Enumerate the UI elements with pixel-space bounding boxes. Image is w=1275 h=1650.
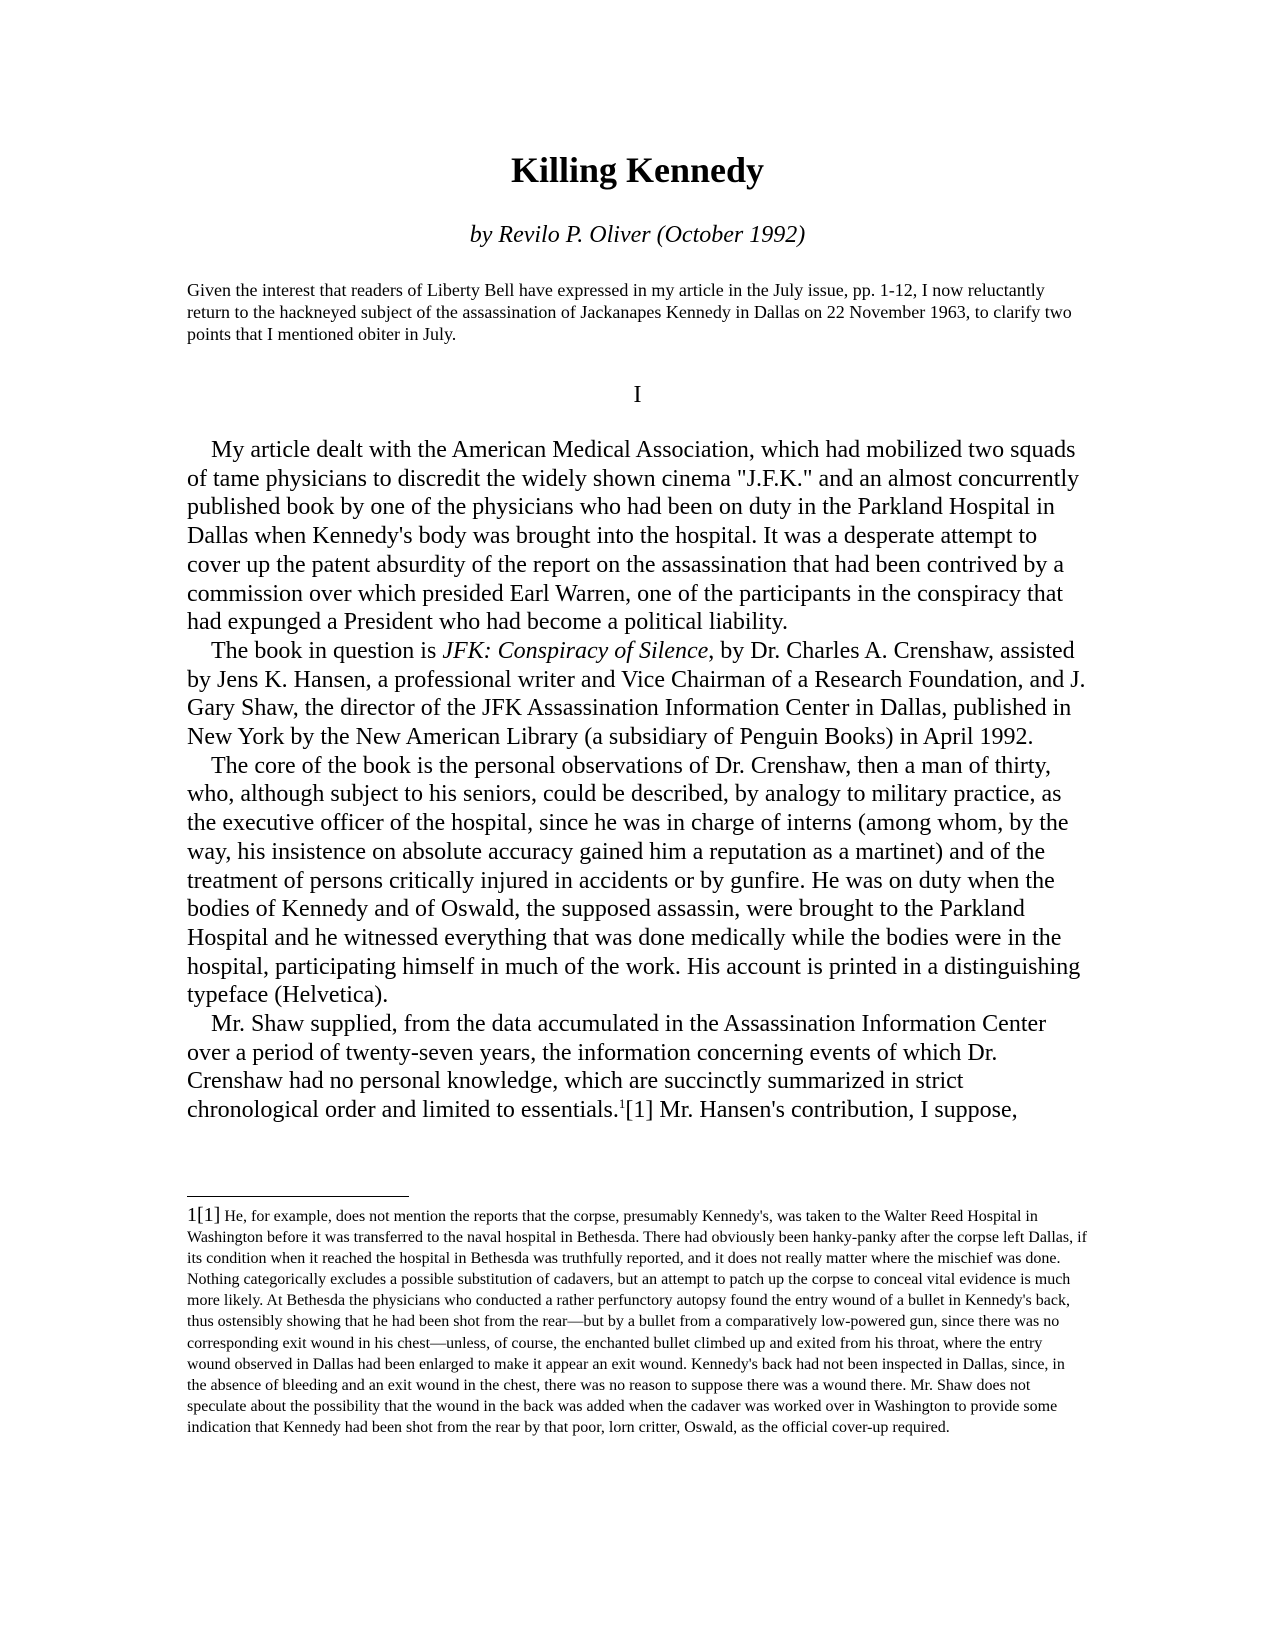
page-title: Killing Kennedy	[510, 150, 765, 190]
paragraph-2	[187, 637, 1087, 752]
paragraph-4	[187, 1010, 1087, 1125]
byline: by Revilo P. Oliver (October 1992)	[469, 222, 806, 248]
body-text	[187, 436, 1087, 1125]
section-number: I	[633, 382, 642, 408]
footnote	[187, 1205, 1087, 1438]
paragraph-1: My article dealt with the American Medical Association, which had mobilized two squads of tame physicians to discredit the widely shown cinema "J.F.K." and an almost concurrently published book by one of the physicians who had been on duty in the Parkland Hospital in Dallas when Kennedy's body was brought into the hospital. It was a desperate attempt to cover up the patent absurdity of the report on the assassination that had been contrived by a commission over which presided Earl Warren, one of the participants in the conspiracy that had expunged a President who had become a political liability.	[187, 437, 1080, 636]
paragraph-4-lead: Mr. Shaw supplied, from the data accumulated in the Assassination Information Center over a period of twenty-seven years, the information concerning events of which Dr. Crenshaw had no personal knowledge, which are succinctly summarized in strict chronological order and limited to essentials.	[187, 1011, 1047, 1124]
paragraph-4-rest: [1] Mr. Hansen's contribution, I suppose,	[625, 1097, 1018, 1124]
footnote-reference[interactable]: 1	[618, 1096, 626, 1112]
paragraph-3: The core of the book is the personal observations of Dr. Crenshaw, then a man of thirty, who, although subject to his seniors, could be described, by analogy to military practice, as the executive officer of the hospital, since he was in charge of interns (among whom, by the way, his insistence on absolute accuracy gained him a reputation as a martinet) and of the treatment of persons critically injured in accidents or by gunfire. He was on duty when the bodies of Kennedy and of Oswald, the supposed assassin, were brought to the Parkland Hospital and he witnessed everything that was done medically while the bodies were in the hospital, participating himself in much of the work. His account is printed in a distinguishing typeface (Helvetica).	[187, 752, 1081, 1009]
intro-paragraph: Given the interest that readers of Liberty Bell have expressed in my article in the July issue, pp. 1-12, I now reluctantly return to the hackneyed subject of the assassination of Jackanapes Kennedy in Dallas on 22 November 1963, to clarify two points that I mentioned obiter in July.	[187, 280, 1072, 344]
paragraph-2-lead: The book in question is	[211, 637, 443, 664]
paragraph-2-rest: , by Dr. Charles A. Crenshaw, assisted by Jens K. Hansen, a professional writer and Vice Chairman of a Research Foundation, and J. Gary Shaw, the director of the JFK Assassination Information Center in Dallas, published in New York by the New American Library (a subsidiary of Penguin Books) in April 1992.	[187, 637, 1086, 751]
footnote-text: He, for example, does not mention the reports that the corpse, presumably Kennedy's, was taken to the Walter Reed Hospital in Washington before it was transferred to the naval hospital in Bethesda. There had obviously been hanky-panky after the corpse left Dallas, if its condition when it reached the hospital in Bethesda was truthfully reported, and it does not really matter where the mischief was done. Nothing categorically excludes a possible substitution of cadavers, but an attempt to patch up the corpse to conceal vital evidence is much more likely. At Bethesda the physicians who conducted a rather perfunctory autopsy found the entry wound of a bullet in Kennedy's back, thus ostensibly showing that he had been shot from the rear—but by a bullet from a comparatively low-powered gun, since there was no corresponding exit wound in his chest—unless, of course, the enchanted bullet climbed up and exited from his throat, where the entry wound observed in Dallas had been enlarged to make it appear an exit wound. Kennedy's back had not been inspected in Dallas, since, in the absence of bleeding and an exit wound in the chest, there was no reason to suppose there was a wound there. Mr. Shaw does not speculate about the possibility that the wound in the back was added when the cadaver was worked over in Washington to provide some indication that Kennedy had been shot from the rear by that poor, lorn critter, Oswald, as the official cover-up required.	[187, 1208, 1087, 1436]
book-title: JFK: Conspiracy of Silence	[442, 637, 709, 664]
footnote-divider	[187, 1196, 409, 1197]
footnote-marker: 1[1]	[187, 1204, 221, 1226]
